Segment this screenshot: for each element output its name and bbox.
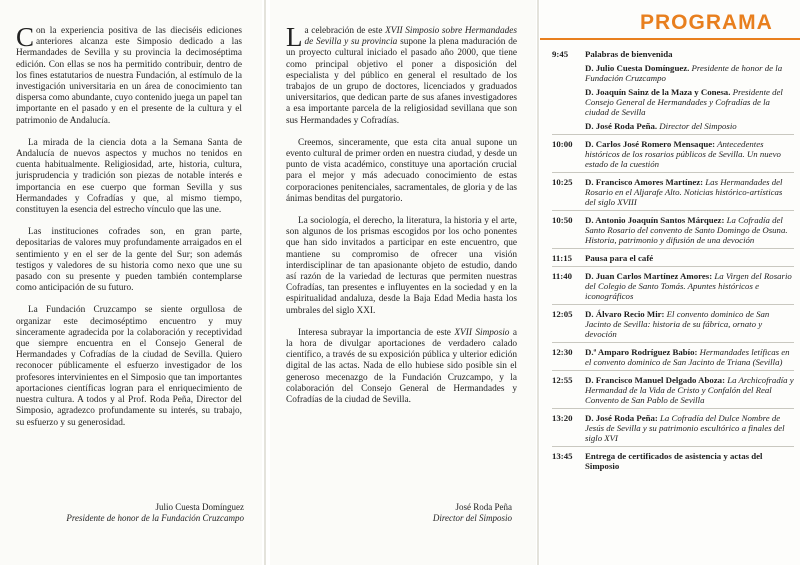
intro-text-director <box>286 22 517 417</box>
program-item: 12:05 D. Álvaro Recio Mir: El convento dominico de San Jacinto de Sevilla: historia de su fábrica, ornato y devoción <box>552 309 770 339</box>
time: 12:05 <box>552 309 573 319</box>
time: 12:55 <box>552 375 573 385</box>
speaker: D. Joaquín Sainz de la Maza y Conesa. Presidente del Consejo General de Hermandades y Cofradías de la ciudad de Sevilla <box>585 87 783 117</box>
separator <box>552 342 794 343</box>
time: 13:20 <box>552 413 573 423</box>
session-title: Pausa para el café <box>585 253 654 263</box>
signature-cuesta <box>16 502 244 524</box>
separator <box>552 304 794 305</box>
program-item: 12:30 D.ª Amparo Rodríguez Babío: Hermandades letíficas en el convento dominico de San Jacinto de Triana (Sevilla) <box>552 347 790 367</box>
drop-cap: L <box>286 22 303 52</box>
paragraph: Las instituciones cofrades son, en gran parte, depositarias de valores muy profundamente arraigados en el sentimiento y en el ser de la gente del Sur; son además testigos y valedores de su historia como nexo que une su pasado con su presente y pueden también contemplarse como anticipación de su futuro. <box>16 227 242 294</box>
signature-name: Julio Cuesta Domínguez <box>155 502 244 512</box>
program-item: 13:20 D. José Roda Peña: La Cofradía del Dulce Nombre de Jesús de Sevilla y su patrimonio escultórico a finales del siglo XVI <box>552 413 785 443</box>
program-list <box>552 49 794 471</box>
paragraph: Interesa subrayar la importancia de este XVII Simposio a la hora de divulgar aportaciones de verdadero calado científico, a través de su exposición pública y ulterior edición digital de las actas. Nada de ello hubiese sido posible sin el generoso mecenazgo de la Fundación Cruzcampo, y la colaboración del Consejo General de Hermandades y Cofradías de la ciudad de Sevilla. <box>286 327 517 406</box>
paragraph: La Fundación Cruzcampo se siente orgullosa de organizar este decimoséptimo encuentro y muy sinceramente agradecida por la colaboración y receptividad que siempre encuentra en el Consejo General de Hermandades y Cofradías de la ciudad de Sevilla. Quiero reconocer públicamente el esfuerzo investigador de los profesores intervinientes en el Simposio que tan importantes aportaciones científicas logran para el enriquecimiento de nuestra cultura. A todos y al Prof. Roda Peña, Director del Simposio, agradezco profundamente su interés, su trabajo, su esfuerzo y su generosidad. <box>16 305 242 428</box>
program-item: 10:25 D. Francisco Amores Martínez: Las Hermandades del Rosario en el Aljarafe Alto. Noticias histórico-artísticas del siglo XVIII <box>552 177 783 207</box>
paragraph: Creemos, sinceramente, que esta cita anual supone un evento cultural de primer orden en nuestra ciudad, y desde un punto de vista académico, constituye una aportación crucial para el mejor y más adecuado conocimiento de estas corporaciones penitenciales, sacramentales, de gloria y de las ánimas benditas del purgatorio. <box>286 137 517 204</box>
program-item: 11:40 D. Juan Carlos Martínez Amores: La Virgen del Rosario del Colegio de Santo Tomás. Apuntes históricos e iconográficos <box>552 271 792 301</box>
signature-role: Director del Simposio <box>432 513 512 523</box>
time: 12:30 <box>552 347 573 357</box>
speaker: D. Julio Cuesta Domínguez. Presidente de honor de la Fundación Cruzcampo <box>585 63 783 83</box>
separator <box>552 446 794 447</box>
separator <box>552 408 794 409</box>
time: 10:25 <box>552 177 573 187</box>
intro-text-cruzcampo <box>16 22 242 440</box>
time: 11:15 <box>552 253 573 263</box>
separator <box>552 134 794 135</box>
signature-name: José Roda Peña <box>455 502 512 512</box>
signature-role: Presidente de honor de la Fundación Cruzcampo <box>66 513 244 523</box>
signature-roda <box>286 502 512 524</box>
title-rule <box>540 38 800 40</box>
separator <box>552 210 794 211</box>
separator <box>552 248 794 249</box>
time: 11:40 <box>552 271 573 281</box>
paragraph: La mirada de la ciencia dota a la Semana Santa de Andalucía de nuevos aspectos y muchos no tenidos en cuenta habitualmente. Religiosidad, arte, historia, cultura, jurisprudencia y tradición son piezas de notable interés e importancia en ese cuerpo que forman Sevilla y sus Hermandades y Cofradías y que, al mismo tiempo, constituyen la esencia del estrecho vínculo que las une. <box>16 137 242 216</box>
program-item <box>552 451 794 471</box>
time: 9:45 <box>552 49 569 59</box>
separator <box>552 266 794 267</box>
paragraph: La celebración de este XVII Simposio sobre Hermandades de Sevilla y su provincia supone la plena maduración de un proyecto cultural iniciado el pasado año 2000, que tiene como principal objetivo el poner a disposición del especialista y del público en general el resultado de los trabajos de un grupo de doctores, licenciados y graduados universitarios, que dedican parte de sus afanes investigadores a esa importante parcela de la religiosidad sevillana que son sus Hermandades y Cofradías. <box>286 22 517 126</box>
fold-divider <box>537 0 539 565</box>
program-item: 12:55 D. Francisco Manuel Delgado Aboza: La Archicofradía y Hermandad de la Vida de Cristo y Confalón del Real Convento de San Pablo de Sevilla <box>552 375 794 405</box>
time: 10:50 <box>552 215 573 225</box>
speaker: D. José Roda Peña. Director del Simposio <box>585 121 737 131</box>
separator <box>552 370 794 371</box>
time: 13:45 <box>552 451 573 461</box>
fold-divider <box>264 0 266 565</box>
time: 10:00 <box>552 139 573 149</box>
program-item <box>552 253 794 263</box>
program-item: 10:50 D. Antonio Joaquín Santos Márquez: La Cofradía del Santo Rosario del convento de Santo Domingo de Osuna. Historia, patrimonio y difusión de una devoción <box>552 215 788 245</box>
paragraph: Con la experiencia positiva de las dieciséis ediciones anteriores alcanza este Simposio dedicado a las Hermandades de Sevilla y su provincia la decimoséptima edición. Con ellas se nos ha permitido contribuir, dentro de los fines estatutarios de nuestra Fundación, al estímulo de la investigación universitaria en un área de conocimiento tan dispersa como abundante, cuyo contenido juega un papel tan importante en el pasado y en el presente de la cultura y el patrimonio de Andalucía. <box>16 22 242 126</box>
session-title: Entrega de certificados de asistencia y actas del Simposio <box>585 451 763 471</box>
program-item: 10:00 D. Carlos José Romero Mensaque: Antecedentes históricos de los rosarios públicos de Sevilla. Un nuevo estado de la cuestión <box>552 139 781 169</box>
drop-cap: C <box>16 22 35 52</box>
separator <box>552 172 794 173</box>
session-title: Palabras de bienvenida <box>585 49 673 59</box>
paragraph: La sociología, el derecho, la literatura, la historia y el arte, son algunos de los prismas escogidos por los ocho ponentes que han sido invitados a participar en este encuentro, que mantiene su compromiso de ofrecer una visión interdisciplinar de tan apasionante objeto de estudio, dando así razón de la variedad de lecturas que permiten nuestras Cofradías, tan presentes e influyentes en la sociedad y en la espiritualidad andaluza, desde la Baja Edad Media hasta los umbrales del siglo XXI. <box>286 216 517 316</box>
program-title: PROGRAMA <box>640 11 773 34</box>
program-item <box>552 49 794 131</box>
